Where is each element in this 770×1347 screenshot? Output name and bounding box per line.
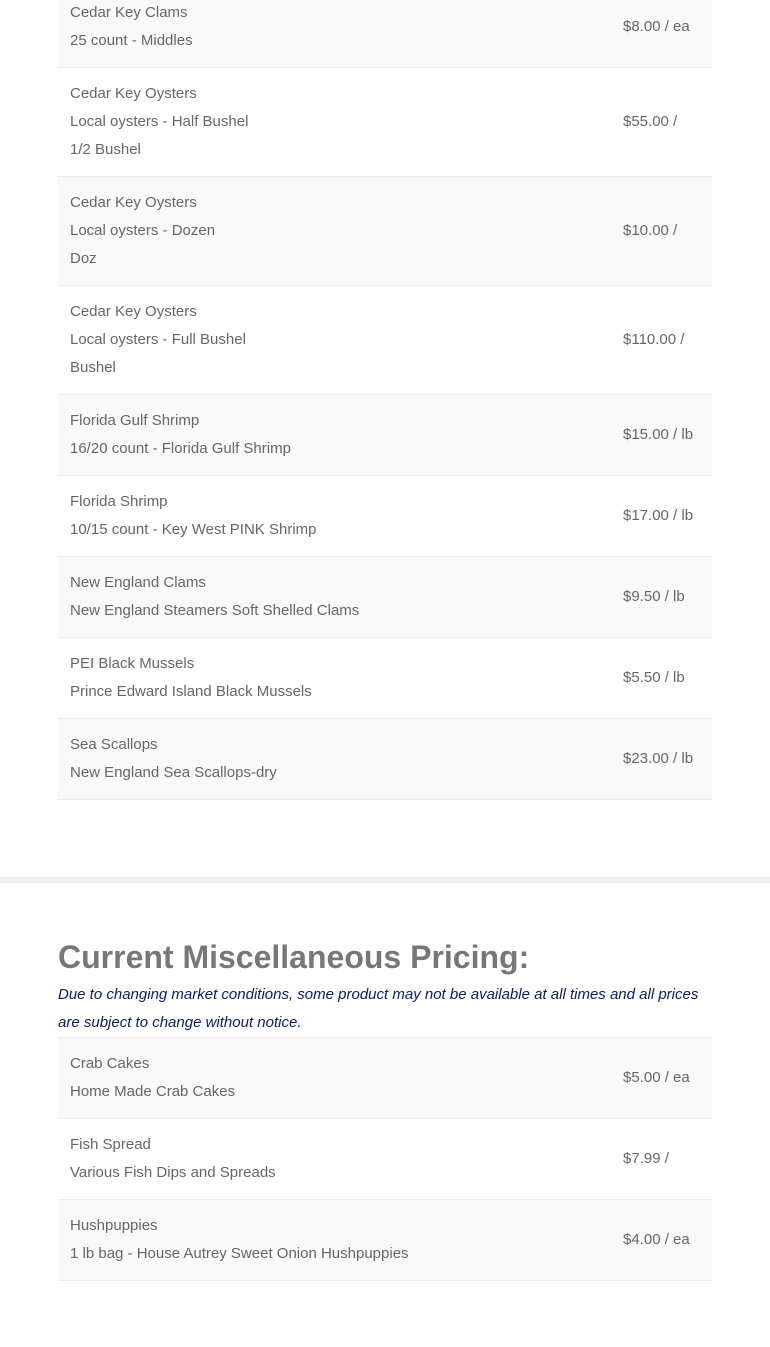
item-name: New England Clams — [70, 574, 206, 591]
table-row — [58, 719, 712, 800]
item-price: $9.50 / lb — [623, 588, 685, 605]
item-price: $7.99 / — [623, 1150, 669, 1167]
table-row — [58, 286, 712, 395]
table-row — [58, 68, 712, 177]
item-price: $23.00 / lb — [623, 750, 694, 767]
table-row — [58, 395, 712, 476]
item-name: PEI Black Mussels — [70, 655, 195, 672]
item-price: $8.00 / ea — [623, 18, 690, 35]
item-price: $15.00 / lb — [623, 426, 694, 443]
item-name: Cedar Key Oysters — [70, 303, 197, 320]
section-divider — [0, 877, 770, 883]
item-name: Fish Spread — [70, 1136, 151, 1153]
item-price: $55.00 / — [623, 113, 678, 130]
misc-price-table — [58, 1037, 712, 1281]
seafood-price-table — [58, 0, 712, 800]
item-description: 25 count - Middles — [70, 32, 193, 49]
item-description: Home Made Crab Cakes — [70, 1083, 236, 1100]
item-unit: Doz — [70, 250, 97, 267]
item-name: Cedar Key Oysters — [70, 85, 197, 102]
pricing-notice: Due to changing market conditions, some product may not be available at all times and all prices are subject to change without notice. — [58, 986, 699, 1031]
item-description: Local oysters - Full Bushel — [70, 331, 246, 348]
item-price: $17.00 / lb — [623, 507, 694, 524]
table-row — [58, 557, 712, 638]
item-name: Hushpuppies — [70, 1217, 158, 1234]
item-price: $5.50 / lb — [623, 669, 685, 686]
item-name: Cedar Key Clams — [70, 4, 188, 21]
table-row — [58, 638, 712, 719]
table-row — [58, 1119, 712, 1200]
item-price: $4.00 / ea — [623, 1231, 690, 1248]
item-description: 1 lb bag - House Autrey Sweet Onion Hushpuppies — [70, 1245, 409, 1262]
item-description: 16/20 count - Florida Gulf Shrimp — [70, 440, 291, 457]
table-row — [58, 0, 712, 68]
item-name: Cedar Key Oysters — [70, 194, 197, 211]
table-row — [58, 177, 712, 286]
item-description: Various Fish Dips and Spreads — [70, 1164, 276, 1181]
item-description: Prince Edward Island Black Mussels — [70, 683, 312, 700]
item-price: $10.00 / — [623, 222, 678, 239]
item-name: Florida Gulf Shrimp — [70, 412, 200, 429]
item-description: Local oysters - Dozen — [70, 222, 216, 239]
item-unit: 1/2 Bushel — [70, 141, 141, 158]
item-description: 10/15 count - Key West PINK Shrimp — [70, 521, 317, 538]
item-description: New England Steamers Soft Shelled Clams — [70, 602, 360, 619]
item-name: Florida Shrimp — [70, 493, 168, 510]
table-row — [58, 476, 712, 557]
item-description: Local oysters - Half Bushel — [70, 113, 249, 130]
item-unit: Bushel — [70, 359, 116, 376]
item-price: $5.00 / ea — [623, 1069, 690, 1086]
section-heading: Current Miscellaneous Pricing: — [58, 939, 530, 975]
item-name: Sea Scallops — [70, 736, 158, 753]
table-row — [58, 1200, 712, 1281]
table-row — [58, 1037, 712, 1119]
item-description: New England Sea Scallops-dry — [70, 764, 277, 781]
item-price: $110.00 / — [623, 331, 685, 348]
item-name: Crab Cakes — [70, 1055, 150, 1072]
